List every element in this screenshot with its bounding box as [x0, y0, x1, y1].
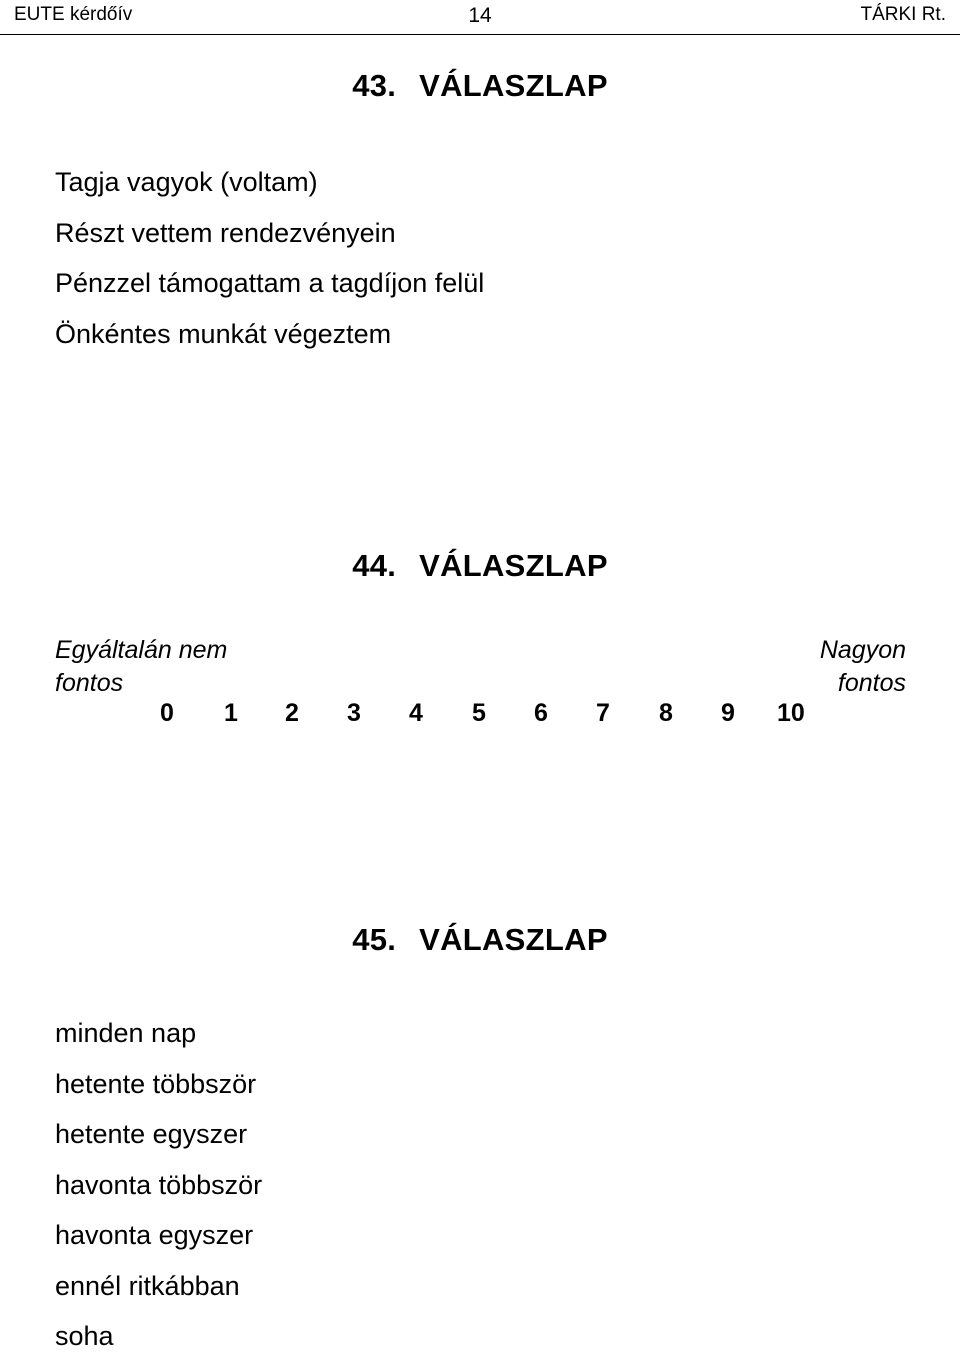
list-item: Részt vettem rendezvényein: [55, 217, 396, 248]
list-item: Önkéntes munkát végeztem: [55, 318, 392, 349]
header-document-name: EUTE kérdőív: [14, 4, 133, 25]
page-header: [0, 0, 960, 36]
scale-value-10: 10: [777, 699, 805, 727]
scale-low-label: [55, 634, 227, 700]
list-item: ennél ritkábban: [55, 1270, 240, 1301]
scale-value-2: 2: [285, 699, 299, 727]
header-organization: TÁRKI Rt.: [860, 4, 946, 25]
sheet-title-44: 44. VÁLASZLAP: [352, 548, 608, 583]
list-item: hetente többször: [55, 1068, 257, 1099]
scale-value-9: 9: [721, 699, 735, 727]
scale-value-5: 5: [472, 699, 486, 727]
scale-value-4: 4: [409, 699, 423, 727]
scale-value-1: 1: [224, 699, 238, 727]
scale-low-label-line1: Egyáltalán nem: [55, 636, 228, 664]
answer-list-45: [55, 1008, 262, 1362]
scale-value-0: 0: [160, 699, 174, 727]
scale-low-label-line2: fontos: [55, 669, 124, 697]
scale-value-8: 8: [659, 699, 673, 727]
list-item: soha: [55, 1321, 114, 1351]
list-item: Tagja vagyok (voltam): [55, 167, 318, 197]
scale-high-label-line1: Nagyon: [819, 636, 906, 664]
scale-value-7: 7: [596, 699, 610, 727]
list-item: minden nap: [55, 1018, 197, 1048]
header-divider: [0, 34, 960, 35]
list-item: havonta egyszer: [55, 1220, 254, 1250]
scale-value-6: 6: [534, 699, 548, 727]
header-page-number: 14: [468, 4, 492, 27]
scale-high-label-line2: fontos: [837, 669, 906, 697]
list-item: hetente egyszer: [55, 1119, 248, 1149]
list-item: havonta többször: [55, 1169, 263, 1200]
scale-high-label: [820, 634, 906, 700]
answer-list-43: [55, 157, 484, 359]
sheet-title-43: 43. VÁLASZLAP: [352, 68, 608, 103]
scale-value-3: 3: [347, 699, 361, 727]
list-item: Pénzzel támogattam a tagdíjon felül: [55, 268, 485, 298]
sheet-title-45: 45. VÁLASZLAP: [352, 922, 608, 957]
